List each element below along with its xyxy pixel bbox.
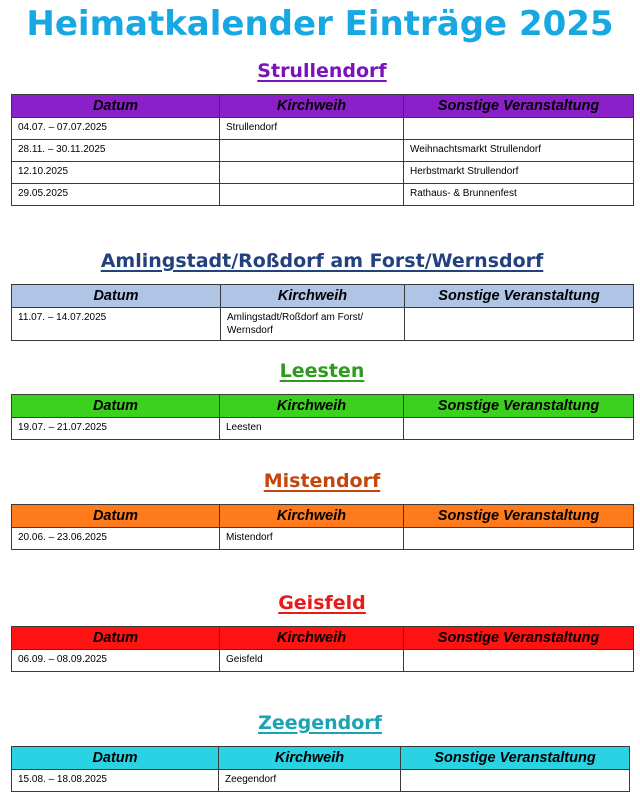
section-title: Geisfeld (278, 592, 366, 614)
cell-sonstige: Herbstmarkt Strullendorf (404, 162, 634, 184)
header-kirchweih: Kirchweih (219, 747, 401, 770)
header-sonstige: Sonstige Veranstaltung (404, 395, 634, 418)
cell-datum: 28.11. – 30.11.2025 (12, 140, 220, 162)
table-row (12, 162, 634, 184)
events-table (11, 746, 630, 792)
header-kirchweih: Kirchweih (220, 505, 404, 528)
cell-kirchweih (220, 162, 404, 184)
cell-kirchweih: Mistendorf (220, 528, 404, 550)
cell-kirchweih (220, 184, 404, 206)
table-row (12, 308, 634, 341)
table-row (12, 528, 634, 550)
table-header-row (12, 395, 634, 418)
events-table (11, 504, 634, 550)
table-header-row (12, 627, 634, 650)
table-header-row (12, 285, 634, 308)
cell-sonstige (404, 118, 634, 140)
section-title: Leesten (279, 360, 365, 382)
cell-datum: 20.06. – 23.06.2025 (12, 528, 220, 550)
cell-datum: 19.07. – 21.07.2025 (12, 418, 220, 440)
table-row (12, 184, 634, 206)
cell-datum: 11.07. – 14.07.2025 (12, 308, 221, 341)
section-title: Mistendorf (263, 470, 381, 492)
header-kirchweih: Kirchweih (220, 627, 404, 650)
cell-datum: 29.05.2025 (12, 184, 220, 206)
header-sonstige: Sonstige Veranstaltung (401, 747, 630, 770)
table-row (12, 118, 634, 140)
cell-datum: 15.08. – 18.08.2025 (12, 770, 219, 792)
section-title: Zeegendorf (258, 712, 382, 734)
cell-kirchweih: Amlingstadt/Roßdorf am Forst/ Wernsdorf (221, 308, 405, 341)
cell-sonstige: Weihnachtsmarkt Strullendorf (404, 140, 634, 162)
cell-sonstige (404, 528, 634, 550)
section-title: Strullendorf (257, 60, 387, 82)
header-sonstige: Sonstige Veranstaltung (404, 627, 634, 650)
header-datum: Datum (12, 95, 220, 118)
header-datum: Datum (12, 505, 220, 528)
section-geisfeld (11, 590, 633, 672)
table-row (12, 140, 634, 162)
section-title: Amlingstadt/Roßdorf am Forst/Wernsdorf (100, 250, 544, 272)
header-kirchweih: Kirchweih (221, 285, 405, 308)
cell-sonstige (404, 418, 634, 440)
events-table (11, 94, 634, 206)
events-table (11, 626, 634, 672)
cell-sonstige (401, 770, 630, 792)
section-zeegendorf (11, 710, 629, 792)
header-sonstige: Sonstige Veranstaltung (405, 285, 634, 308)
cell-datum: 04.07. – 07.07.2025 (12, 118, 220, 140)
header-datum: Datum (12, 747, 219, 770)
header-datum: Datum (12, 627, 220, 650)
events-table (11, 284, 634, 341)
page-title: Heimatkalender Einträge 2025 (26, 4, 614, 44)
header-kirchweih: Kirchweih (220, 395, 404, 418)
header-datum: Datum (12, 395, 220, 418)
cell-datum: 12.10.2025 (12, 162, 220, 184)
events-table (11, 394, 634, 440)
section-leesten (11, 358, 633, 440)
cell-sonstige: Rathaus- & Brunnenfest (404, 184, 634, 206)
cell-kirchweih (220, 140, 404, 162)
table-row (12, 770, 630, 792)
table-header-row (12, 747, 630, 770)
cell-kirchweih: Strullendorf (220, 118, 404, 140)
header-sonstige: Sonstige Veranstaltung (404, 95, 634, 118)
table-row (12, 650, 634, 672)
cell-kirchweih: Geisfeld (220, 650, 404, 672)
cell-sonstige (405, 308, 634, 341)
section-amlingstadt-roßdorf-am-forst-wernsdorf (11, 248, 633, 341)
section-strullendorf (11, 58, 633, 206)
cell-sonstige (404, 650, 634, 672)
header-datum: Datum (12, 285, 221, 308)
cell-kirchweih: Zeegendorf (219, 770, 401, 792)
section-mistendorf (11, 468, 633, 550)
cell-datum: 06.09. – 08.09.2025 (12, 650, 220, 672)
table-header-row (12, 505, 634, 528)
table-row (12, 418, 634, 440)
header-sonstige: Sonstige Veranstaltung (404, 505, 634, 528)
table-header-row (12, 95, 634, 118)
cell-kirchweih: Leesten (220, 418, 404, 440)
header-kirchweih: Kirchweih (220, 95, 404, 118)
